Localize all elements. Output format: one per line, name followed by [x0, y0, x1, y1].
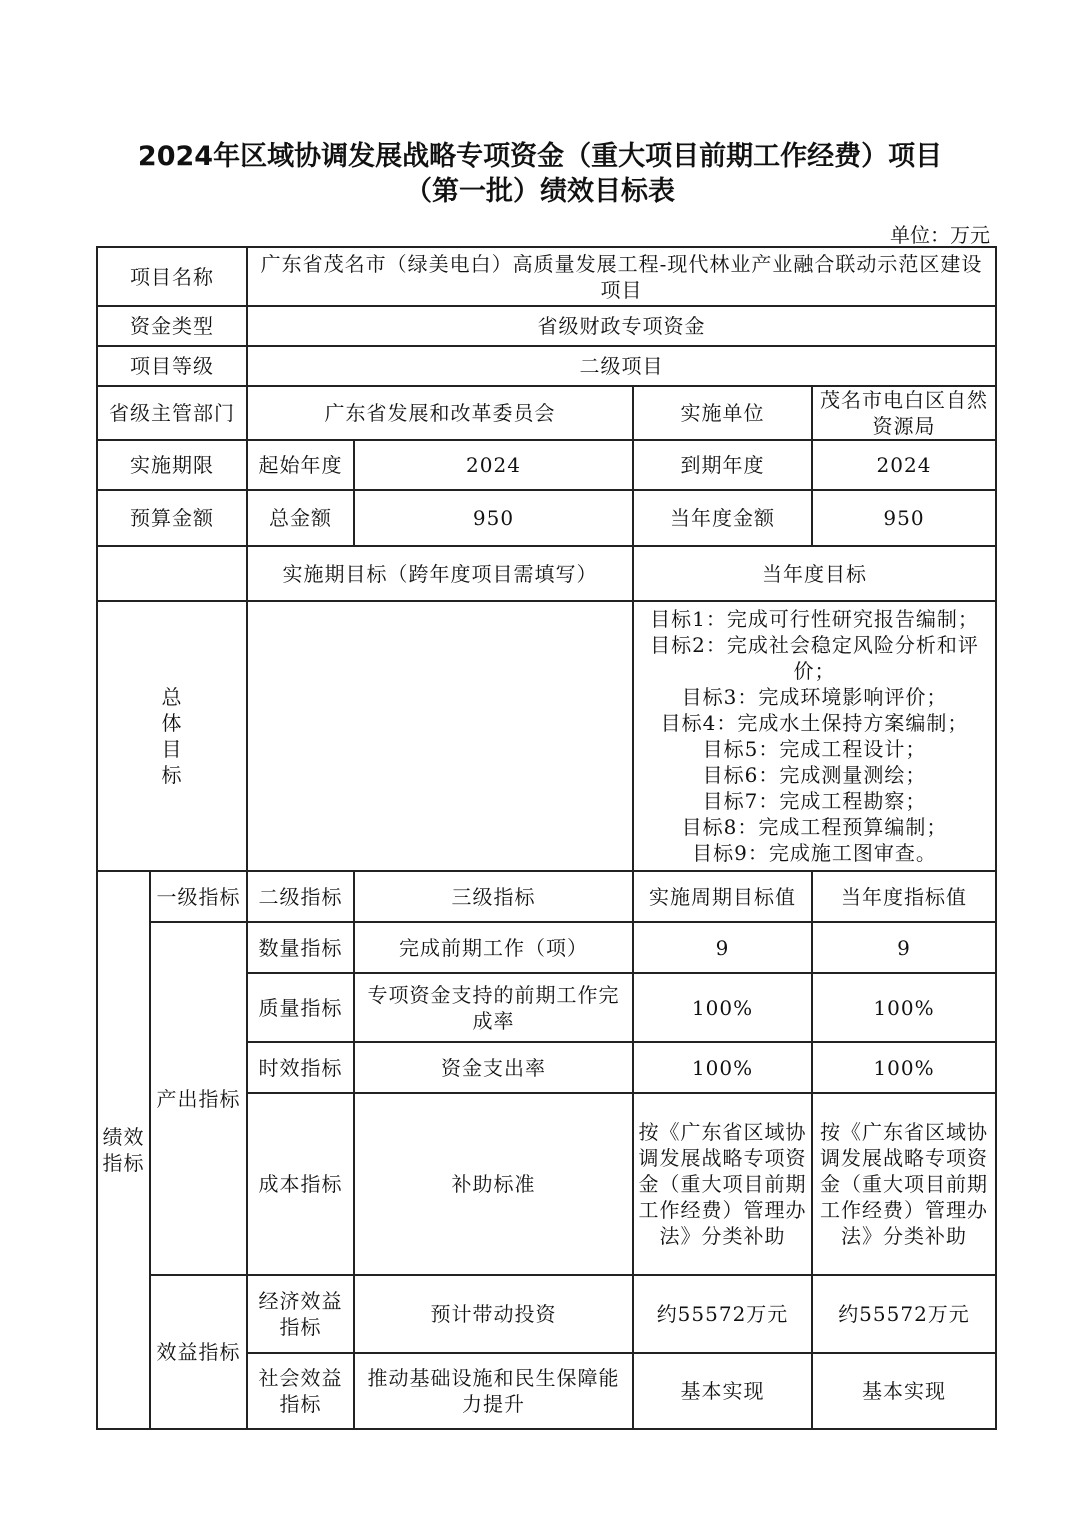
- row-budget: [97, 490, 996, 546]
- table-row: [97, 922, 996, 973]
- row-period: [97, 440, 996, 490]
- current-amount-value: 950: [812, 490, 996, 546]
- year-value-cell: 约55572万元: [812, 1275, 996, 1353]
- unit-label: 单位：万元: [890, 223, 990, 247]
- project-name-value: 广东省茂名市（绿美电白）高质量发展工程-现代林业产业融合联动示范区建设项目: [247, 247, 996, 306]
- level2-cell: 时效指标: [247, 1042, 354, 1093]
- project-level-label: 项目等级: [97, 346, 247, 386]
- row-overall-goal: [97, 601, 996, 871]
- period-goal-text: [247, 601, 633, 871]
- level2-cell: 经济效益指标: [247, 1275, 354, 1353]
- benefit-indicator-label: 效益指标: [150, 1275, 247, 1429]
- period-goal-header: 实施期目标（跨年度项目需填写）: [247, 546, 633, 601]
- output-indicator-label: 产出指标: [150, 922, 247, 1275]
- period-value-cell: 约55572万元: [633, 1275, 812, 1353]
- year-value-cell: 100%: [812, 1042, 996, 1093]
- start-year-label: 起始年度: [247, 440, 354, 490]
- year-value-cell: 100%: [812, 973, 996, 1042]
- year-value-cell: 9: [812, 922, 996, 973]
- period-value-cell: 基本实现: [633, 1353, 812, 1429]
- row-department: [97, 386, 996, 440]
- budget-label: 预算金额: [97, 490, 247, 546]
- year-goal-list: [633, 601, 996, 871]
- col-year-value-header: 当年度指标值: [812, 871, 996, 922]
- level2-cell: 成本指标: [247, 1093, 354, 1275]
- department-label: 省级主管部门: [97, 386, 247, 440]
- project-name-label: 项目名称: [97, 247, 247, 306]
- row-indicator-header: [97, 871, 996, 922]
- col-level3-header: 三级指标: [354, 871, 633, 922]
- perf-indicator-label: 绩效指标: [97, 871, 150, 1429]
- goal-item: 目标6：完成测量测绘；: [702, 763, 927, 787]
- row-project-name: [97, 247, 996, 306]
- goal-header-blank: [97, 546, 247, 601]
- row-goal-header: [97, 546, 996, 601]
- col-level1-header: 一级指标: [150, 871, 247, 922]
- level3-cell: 预计带动投资: [354, 1275, 633, 1353]
- level2-cell: 数量指标: [247, 922, 354, 973]
- total-amount-value: 950: [354, 490, 633, 546]
- impl-unit-label: 实施单位: [633, 386, 812, 440]
- fund-type-label: 资金类型: [97, 306, 247, 346]
- goal-item: 目标5：完成工程设计；: [702, 737, 927, 761]
- period-value-cell: 9: [633, 922, 812, 973]
- goal-item: 目标4：完成水土保持方案编制；: [660, 711, 969, 735]
- level3-cell: 专项资金支持的前期工作完成率: [354, 973, 633, 1042]
- page-title-line2: （第一批）绩效目标表: [405, 176, 675, 207]
- period-value-cell: 100%: [633, 973, 812, 1042]
- col-level2-header: 二级指标: [247, 871, 354, 922]
- col-period-value-header: 实施周期目标值: [633, 871, 812, 922]
- level3-cell: 推动基础设施和民生保障能力提升: [354, 1353, 633, 1429]
- goal-item: 目标8：完成工程预算编制；: [681, 815, 948, 839]
- impl-unit-value: 茂名市电白区自然资源局: [812, 386, 996, 440]
- goal-item: 目标1：完成可行性研究报告编制；: [650, 607, 979, 631]
- year-goal-header: 当年度目标: [633, 546, 996, 601]
- year-value-cell: 按《广东省区域协调发展战略专项资金（重大项目前期工作经费）管理办法》分类补助: [812, 1093, 996, 1275]
- goal-item: 目标9：完成施工图审查。: [692, 841, 937, 865]
- goal-item: 目标2：完成社会稳定风险分析和评价；: [650, 633, 979, 683]
- end-year-label: 到期年度: [633, 440, 812, 490]
- project-level-value: 二级项目: [247, 346, 996, 386]
- row-fund-type: [97, 306, 996, 346]
- goal-item: 目标3：完成环境影响评价；: [681, 685, 948, 709]
- period-value-cell: 按《广东省区域协调发展战略专项资金（重大项目前期工作经费）管理办法》分类补助: [633, 1093, 812, 1275]
- overall-goal-label: 总 体 目 标: [97, 601, 247, 871]
- fund-type-value: 省级财政专项资金: [247, 306, 996, 346]
- level3-cell: 补助标准: [354, 1093, 633, 1275]
- level3-cell: 完成前期工作（项）: [354, 922, 633, 973]
- period-value-cell: 100%: [633, 1042, 812, 1093]
- end-year-value: 2024: [812, 440, 996, 490]
- table-row: [97, 1275, 996, 1353]
- department-value: 广东省发展和改革委员会: [247, 386, 633, 440]
- start-year-value: 2024: [354, 440, 633, 490]
- level3-cell: 资金支出率: [354, 1042, 633, 1093]
- total-amount-label: 总金额: [247, 490, 354, 546]
- period-label: 实施期限: [97, 440, 247, 490]
- current-amount-label: 当年度金额: [633, 490, 812, 546]
- page-title-line1: 2024年区域协调发展战略专项资金（重大项目前期工作经费）项目: [137, 141, 943, 172]
- level2-cell: 社会效益指标: [247, 1353, 354, 1429]
- performance-table: [96, 246, 997, 1430]
- row-project-level: [97, 346, 996, 386]
- goal-item: 目标7：完成工程勘察；: [702, 789, 927, 813]
- level2-cell: 质量指标: [247, 973, 354, 1042]
- year-value-cell: 基本实现: [812, 1353, 996, 1429]
